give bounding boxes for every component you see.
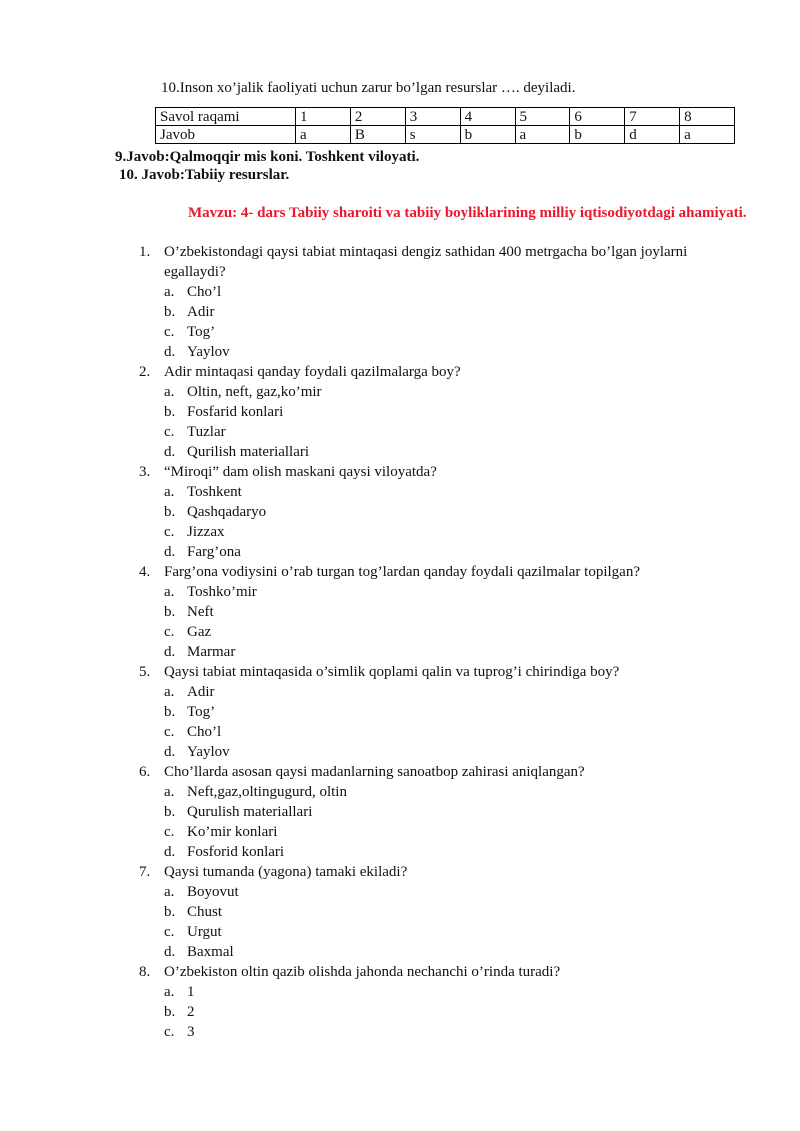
option-text: Baxmal bbox=[187, 944, 234, 960]
option-letter: d. bbox=[164, 444, 176, 460]
answer-option bbox=[0, 702, 800, 722]
answer-option bbox=[0, 602, 800, 622]
option-letter: c. bbox=[164, 624, 175, 640]
option-text: Chust bbox=[187, 904, 223, 920]
option-letter: b. bbox=[164, 904, 176, 920]
option-text: Tog’ bbox=[187, 324, 216, 340]
option-text: Farg’ona bbox=[187, 544, 241, 560]
option-letter: a. bbox=[164, 984, 175, 1000]
question-number: 4. bbox=[139, 564, 151, 580]
answer-option bbox=[0, 482, 800, 502]
option-text: Adir bbox=[187, 684, 215, 700]
option-letter: c. bbox=[164, 824, 175, 840]
table-cell-number: 6 bbox=[570, 108, 625, 126]
question-item bbox=[0, 862, 744, 882]
answer-option bbox=[0, 522, 800, 542]
option-text: Boyovut bbox=[187, 884, 239, 900]
answer-table-row-answers bbox=[156, 126, 735, 144]
answer-option bbox=[0, 1022, 800, 1042]
intro-question-10: 10.Inson xo’jalik faoliyati uchun zarur bo’lgan resurslar …. deyiladi. bbox=[161, 80, 576, 96]
option-letter: d. bbox=[164, 744, 176, 760]
table-cell-number: 5 bbox=[515, 108, 570, 126]
question-text: Adir mintaqasi qanday foydali qazilmalarga boy? bbox=[164, 364, 461, 380]
option-letter: b. bbox=[164, 804, 176, 820]
option-text: Jizzax bbox=[187, 524, 225, 540]
option-letter: b. bbox=[164, 604, 176, 620]
question-text: “Miroqi” dam olish maskani qaysi viloyatda? bbox=[164, 464, 437, 480]
answer-option bbox=[0, 682, 800, 702]
answer-option bbox=[0, 642, 800, 662]
answer-option bbox=[0, 342, 800, 362]
table-cell-number: 7 bbox=[625, 108, 680, 126]
question-text: O’zbekiston oltin qazib olishda jahonda nechanchi o’rinda turadi? bbox=[164, 964, 561, 980]
question-text: Farg’ona vodiysini o’rab turgan tog’lardan qanday foydali qazilmalar topilgan? bbox=[164, 564, 640, 580]
option-letter: a. bbox=[164, 284, 175, 300]
table-cell-answer: b bbox=[570, 126, 625, 144]
table-cell-number: 3 bbox=[405, 108, 460, 126]
question-item bbox=[0, 242, 744, 282]
table-cell-answer: a bbox=[296, 126, 351, 144]
question-text: Cho’llarda asosan qaysi madanlarning sanoatbop zahirasi aniqlangan? bbox=[164, 764, 585, 780]
option-letter: d. bbox=[164, 344, 176, 360]
option-letter: a. bbox=[164, 384, 175, 400]
option-letter: c. bbox=[164, 1024, 175, 1040]
table-cell-answer: a bbox=[515, 126, 570, 144]
answer-option bbox=[0, 282, 800, 302]
option-text: Qurulish materiallari bbox=[187, 804, 313, 820]
option-text: 2 bbox=[187, 1004, 195, 1020]
answer-option bbox=[0, 1002, 800, 1022]
table-answer-label: Javob bbox=[156, 126, 296, 144]
option-text: Fosforid konlari bbox=[187, 844, 285, 860]
option-text: Neft,gaz,oltingugurd, oltin bbox=[187, 784, 347, 800]
option-letter: b. bbox=[164, 504, 176, 520]
table-cell-answer: s bbox=[405, 126, 460, 144]
answer-option bbox=[0, 302, 800, 322]
option-text: Fosfarid konlari bbox=[187, 404, 284, 420]
answer-10: 10. Javob:Tabiiy resurslar. bbox=[119, 167, 290, 183]
option-letter: a. bbox=[164, 684, 175, 700]
option-letter: b. bbox=[164, 304, 176, 320]
option-letter: d. bbox=[164, 644, 176, 660]
option-text: Yaylov bbox=[187, 344, 230, 360]
option-letter: d. bbox=[164, 844, 176, 860]
option-text: Qurilish materiallari bbox=[187, 444, 310, 460]
question-number: 8. bbox=[139, 964, 151, 980]
option-letter: c. bbox=[164, 324, 175, 340]
option-text: Neft bbox=[187, 604, 214, 620]
answer-option bbox=[0, 742, 800, 762]
option-letter: b. bbox=[164, 704, 176, 720]
table-cell-number: 1 bbox=[296, 108, 351, 126]
option-letter: d. bbox=[164, 544, 176, 560]
question-item bbox=[0, 362, 744, 382]
topic-title: Mavzu: 4- dars Tabiiy sharoiti va tabiiy boyliklarining milliy iqtisodiyotdagi ahamiyati. bbox=[188, 205, 747, 221]
option-letter: a. bbox=[164, 784, 175, 800]
question-number: 6. bbox=[139, 764, 151, 780]
question-list bbox=[0, 242, 800, 1042]
answer-option bbox=[0, 622, 800, 642]
question-number: 5. bbox=[139, 664, 151, 680]
table-cell-number: 4 bbox=[460, 108, 515, 126]
answer-option bbox=[0, 782, 800, 802]
option-text: Adir bbox=[187, 304, 215, 320]
option-letter: c. bbox=[164, 524, 175, 540]
answer-option bbox=[0, 942, 800, 962]
option-letter: a. bbox=[164, 884, 175, 900]
option-text: Cho’l bbox=[187, 284, 222, 300]
question-number: 1. bbox=[139, 244, 151, 260]
table-header-label: Savol raqami bbox=[156, 108, 296, 126]
answer-option bbox=[0, 902, 800, 922]
option-letter: c. bbox=[164, 724, 175, 740]
question-number: 3. bbox=[139, 464, 151, 480]
answer-option bbox=[0, 982, 800, 1002]
answer-option bbox=[0, 322, 800, 342]
option-text: Marmar bbox=[187, 644, 236, 660]
answer-option bbox=[0, 542, 800, 562]
question-text: O’zbekistondagi qaysi tabiat mintaqasi dengiz sathidan 400 metrgacha bo’lgan joylarni egallaydi? bbox=[164, 244, 688, 280]
option-text: Toshko’mir bbox=[187, 584, 257, 600]
answer-option bbox=[0, 502, 800, 522]
question-item bbox=[0, 562, 744, 582]
option-text: Cho’l bbox=[187, 724, 222, 740]
question-text: Qaysi tumanda (yagona) tamaki ekiladi? bbox=[164, 864, 408, 880]
option-text: Tuzlar bbox=[187, 424, 226, 440]
question-item bbox=[0, 662, 744, 682]
answer-option bbox=[0, 382, 800, 402]
table-cell-answer: a bbox=[680, 126, 735, 144]
option-letter: a. bbox=[164, 584, 175, 600]
answer-option bbox=[0, 882, 800, 902]
option-text: Ko’mir konlari bbox=[187, 824, 278, 840]
table-cell-number: 8 bbox=[680, 108, 735, 126]
option-text: Qashqadaryo bbox=[187, 504, 267, 520]
option-letter: c. bbox=[164, 924, 175, 940]
question-item bbox=[0, 462, 744, 482]
option-text: Urgut bbox=[187, 924, 222, 940]
answer-option bbox=[0, 442, 800, 462]
answer-option bbox=[0, 582, 800, 602]
option-text: Tog’ bbox=[187, 704, 216, 720]
answer-option bbox=[0, 422, 800, 442]
question-item bbox=[0, 762, 744, 782]
table-cell-answer: b bbox=[460, 126, 515, 144]
option-text: Gaz bbox=[187, 624, 212, 640]
option-text: Oltin, neft, gaz,ko’mir bbox=[187, 384, 322, 400]
question-number: 2. bbox=[139, 364, 151, 380]
answer-option bbox=[0, 842, 800, 862]
option-letter: c. bbox=[164, 424, 175, 440]
option-text: 1 bbox=[187, 984, 195, 1000]
answer-9: 9.Javob:Qalmoqqir mis koni. Toshkent viloyati. bbox=[115, 149, 420, 165]
answer-option bbox=[0, 402, 800, 422]
option-letter: b. bbox=[164, 404, 176, 420]
table-cell-answer: d bbox=[625, 126, 680, 144]
option-letter: d. bbox=[164, 944, 176, 960]
answer-table bbox=[155, 107, 735, 144]
option-text: 3 bbox=[187, 1024, 195, 1040]
answer-option bbox=[0, 822, 800, 842]
table-cell-number: 2 bbox=[350, 108, 405, 126]
question-text: Qaysi tabiat mintaqasida o’simlik qoplami qalin va tuprog’i chirindiga boy? bbox=[164, 664, 620, 680]
answer-table-row-numbers bbox=[156, 108, 735, 126]
option-letter: b. bbox=[164, 1004, 176, 1020]
answer-option bbox=[0, 922, 800, 942]
answer-option bbox=[0, 722, 800, 742]
option-letter: a. bbox=[164, 484, 175, 500]
option-text: Yaylov bbox=[187, 744, 230, 760]
option-text: Toshkent bbox=[187, 484, 242, 500]
table-cell-answer: B bbox=[350, 126, 405, 144]
question-number: 7. bbox=[139, 864, 151, 880]
answer-option bbox=[0, 802, 800, 822]
question-item bbox=[0, 962, 744, 982]
